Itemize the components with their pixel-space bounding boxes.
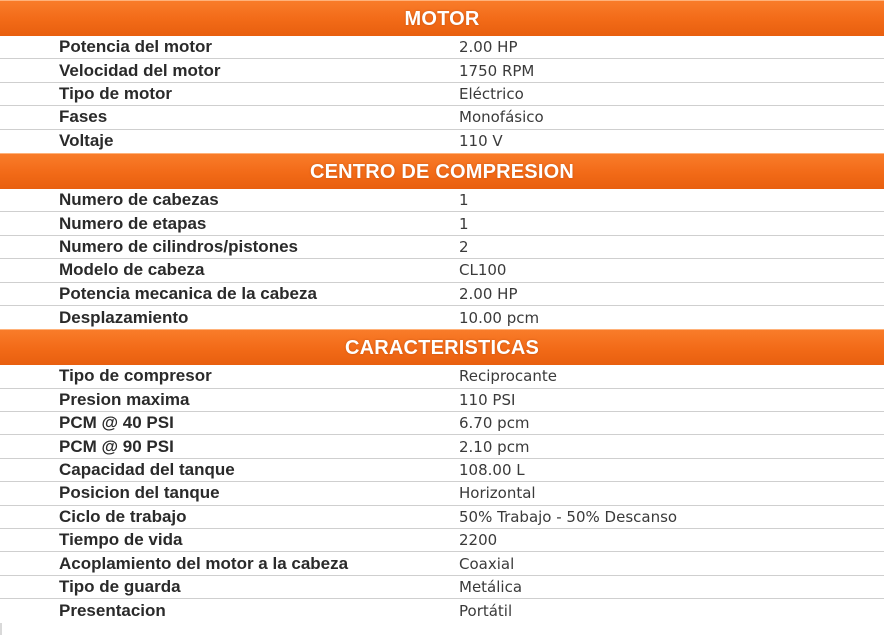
- section-header-centro-de-compresion: CENTRO DE COMPRESION: [0, 153, 884, 189]
- spec-label: Velocidad del motor: [59, 60, 221, 80]
- spec-value: 2.10 pcm: [459, 437, 530, 456]
- spec-label: PCM @ 40 PSI: [59, 413, 174, 433]
- spec-row: [0, 529, 884, 552]
- spec-label: Capacidad del tanque: [59, 460, 235, 480]
- spec-value: 2.00 HP: [459, 38, 518, 57]
- spec-value: Portátil: [459, 601, 513, 620]
- spec-label: Numero de cilindros/pistones: [59, 236, 298, 256]
- spec-value: 2200: [459, 531, 498, 550]
- spec-row: [0, 599, 884, 622]
- spec-label: Voltaje: [59, 131, 114, 151]
- spec-row: [0, 412, 884, 435]
- spec-row: [0, 83, 884, 106]
- spec-label: Fases: [59, 107, 108, 127]
- spec-label: Presentacion: [59, 600, 166, 620]
- spec-value: 110 V: [459, 132, 503, 151]
- spec-label: Potencia mecanica de la cabeza: [59, 283, 317, 303]
- spec-value: Horizontal: [459, 484, 536, 503]
- spec-value: 2: [459, 237, 469, 256]
- spec-label: Modelo de cabeza: [59, 260, 205, 280]
- section-rows-centro-de-compresion: [0, 189, 884, 329]
- spec-label: Tipo de guarda: [59, 577, 181, 596]
- section-header-motor: MOTOR: [0, 0, 884, 36]
- spec-label: Tipo de motor: [59, 83, 173, 103]
- spec-row: [0, 212, 884, 235]
- spec-row: [0, 459, 884, 482]
- spec-row: [0, 259, 884, 282]
- spec-value: 108.00 L: [459, 461, 525, 480]
- spec-value: 1: [459, 191, 469, 210]
- spec-label: Numero de cabezas: [59, 190, 219, 210]
- spec-value: Reciprocante: [459, 367, 557, 386]
- spec-value: 110 PSI: [459, 390, 516, 409]
- spec-label: Tiempo de vida: [59, 530, 183, 550]
- spec-value: 1: [459, 214, 469, 233]
- spec-label: Numero de etapas: [59, 213, 207, 233]
- spec-value: 1750 RPM: [459, 61, 535, 80]
- spec-value: Coaxial: [459, 554, 515, 573]
- spec-row: [0, 506, 884, 529]
- section-header-caracteristicas: CARACTERISTICAS: [0, 329, 884, 365]
- spec-row: [0, 482, 884, 505]
- spec-value: Eléctrico: [459, 84, 524, 103]
- section-rows-caracteristicas: [0, 365, 884, 622]
- spec-label: Ciclo de trabajo: [59, 506, 187, 526]
- spec-value: 6.70 pcm: [459, 414, 530, 433]
- spec-label: Potencia del motor: [59, 37, 213, 57]
- spec-row: [0, 576, 884, 599]
- spec-label: Posicion del tanque: [59, 483, 220, 503]
- spec-row: [0, 36, 884, 59]
- spec-row: [0, 189, 884, 212]
- spec-value: 50% Trabajo - 50% Descanso: [459, 507, 678, 526]
- spec-row: [0, 365, 884, 388]
- section-rows-motor: [0, 36, 884, 153]
- spec-value: Metálica: [459, 578, 523, 596]
- spec-value: 2.00 HP: [459, 284, 518, 303]
- spec-value: Monofásico: [459, 108, 544, 127]
- spec-label: Presion maxima: [59, 389, 190, 409]
- spec-row: [0, 306, 884, 329]
- spec-value: CL100: [459, 261, 507, 280]
- spec-row: [0, 552, 884, 575]
- spec-row: [0, 236, 884, 259]
- spec-label: PCM @ 90 PSI: [59, 436, 174, 456]
- spec-row: [0, 389, 884, 412]
- spec-row: [0, 106, 884, 129]
- spec-label: Desplazamiento: [59, 307, 189, 327]
- spec-row: [0, 283, 884, 306]
- spec-label: Tipo de compresor: [59, 366, 212, 386]
- spec-row: [0, 435, 884, 458]
- spec-row: [0, 59, 884, 82]
- spec-value: 10.00 pcm: [459, 308, 540, 327]
- spec-row: [0, 130, 884, 153]
- spec-label: Acoplamiento del motor a la cabeza: [59, 553, 349, 573]
